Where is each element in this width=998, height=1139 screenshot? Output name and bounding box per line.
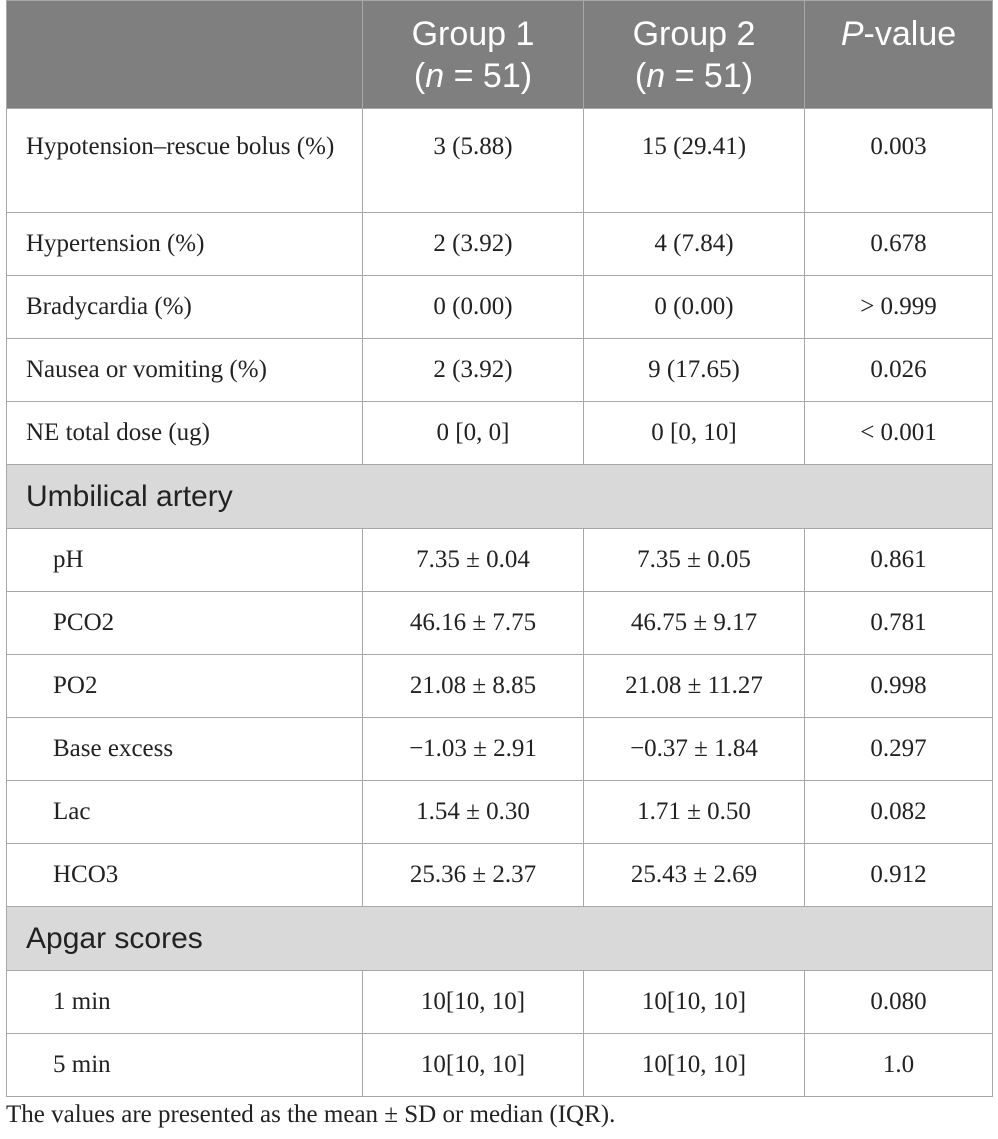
group-1-value: 10[10, 10] <box>363 971 584 1034</box>
group-2-value: 7.35 ± 0.05 <box>584 529 805 592</box>
header-group-2-n: (n = 51) <box>634 57 754 95</box>
section-title: Apgar scores <box>7 907 993 971</box>
header-group-2 <box>584 1 805 109</box>
section-title: Umbilical artery <box>7 465 993 529</box>
group-2-value: 25.43 ± 2.69 <box>584 844 805 907</box>
group-2-value: 9 (17.65) <box>584 339 805 402</box>
table-row <box>7 844 993 907</box>
p-value: 0.678 <box>805 213 993 276</box>
group-2-value: 10[10, 10] <box>584 971 805 1034</box>
group-2-value: 0 [0, 10] <box>584 402 805 465</box>
header-group-1-n-value: = 51) <box>444 57 533 95</box>
results-table <box>6 0 993 1097</box>
header-group-1-n-var: n <box>425 57 445 95</box>
p-value: < 0.001 <box>805 402 993 465</box>
p-value: 0.297 <box>805 718 993 781</box>
row-label: Lac <box>7 781 363 844</box>
header-group-2-n-var: n <box>646 57 666 95</box>
row-label: HCO3 <box>7 844 363 907</box>
p-value: 0.003 <box>805 109 993 213</box>
table-row <box>7 339 993 402</box>
group-1-value: 2 (3.92) <box>363 339 584 402</box>
group-1-value: 3 (5.88) <box>363 109 584 213</box>
p-value: 0.082 <box>805 781 993 844</box>
row-label: NE total dose (ug) <box>7 402 363 465</box>
header-blank <box>7 1 363 109</box>
table-row <box>7 402 993 465</box>
p-value: 0.912 <box>805 844 993 907</box>
header-p-rest: -value <box>863 15 957 53</box>
table-row <box>7 529 993 592</box>
header-p-value <box>805 1 993 109</box>
table-footnote: The values are presented as the mean ± SD or median (IQR). <box>6 1101 616 1128</box>
header-group-2-name: Group 2 <box>632 15 756 53</box>
row-label: Hypotension–rescue bolus (%) <box>7 109 363 213</box>
group-2-value: 10[10, 10] <box>584 1034 805 1097</box>
table-row <box>7 592 993 655</box>
p-value: 1.0 <box>805 1034 993 1097</box>
header-group-2-n-value: = 51) <box>665 57 754 95</box>
table-row <box>7 781 993 844</box>
row-label: Hypertension (%) <box>7 213 363 276</box>
table-row <box>7 971 993 1034</box>
row-label: 1 min <box>7 971 363 1034</box>
group-1-value: −1.03 ± 2.91 <box>363 718 584 781</box>
p-value: 0.861 <box>805 529 993 592</box>
table-row <box>7 718 993 781</box>
table-row <box>7 213 993 276</box>
table-row <box>7 655 993 718</box>
group-2-value: −0.37 ± 1.84 <box>584 718 805 781</box>
group-2-value: 21.08 ± 11.27 <box>584 655 805 718</box>
group-2-value: 0 (0.00) <box>584 276 805 339</box>
row-label: PO2 <box>7 655 363 718</box>
group-1-value: 2 (3.92) <box>363 213 584 276</box>
group-1-value: 1.54 ± 0.30 <box>363 781 584 844</box>
header-group-1-name: Group 1 <box>411 15 535 53</box>
header-group-1 <box>363 1 584 109</box>
group-1-value: 21.08 ± 8.85 <box>363 655 584 718</box>
group-1-value: 25.36 ± 2.37 <box>363 844 584 907</box>
group-2-value: 4 (7.84) <box>584 213 805 276</box>
header-p-italic: P <box>840 15 864 53</box>
row-label: Bradycardia (%) <box>7 276 363 339</box>
table-row <box>7 276 993 339</box>
row-label: pH <box>7 529 363 592</box>
section-row-umbilical-artery <box>7 465 993 529</box>
row-label: 5 min <box>7 1034 363 1097</box>
header-group-1-n: (n = 51) <box>413 57 533 95</box>
group-2-value: 1.71 ± 0.50 <box>584 781 805 844</box>
p-value: > 0.999 <box>805 276 993 339</box>
row-label: Base excess <box>7 718 363 781</box>
row-label: Nausea or vomiting (%) <box>7 339 363 402</box>
row-label: PCO2 <box>7 592 363 655</box>
group-2-value: 15 (29.41) <box>584 109 805 213</box>
group-1-value: 0 (0.00) <box>363 276 584 339</box>
group-1-value: 10[10, 10] <box>363 1034 584 1097</box>
p-value: 0.998 <box>805 655 993 718</box>
header-row <box>7 1 993 109</box>
section-row-apgar-scores <box>7 907 993 971</box>
group-1-value: 46.16 ± 7.75 <box>363 592 584 655</box>
group-2-value: 46.75 ± 9.17 <box>584 592 805 655</box>
group-1-value: 7.35 ± 0.04 <box>363 529 584 592</box>
table-row <box>7 109 993 213</box>
p-value: 0.781 <box>805 592 993 655</box>
p-value: 0.080 <box>805 971 993 1034</box>
p-value: 0.026 <box>805 339 993 402</box>
table-row <box>7 1034 993 1097</box>
group-1-value: 0 [0, 0] <box>363 402 584 465</box>
